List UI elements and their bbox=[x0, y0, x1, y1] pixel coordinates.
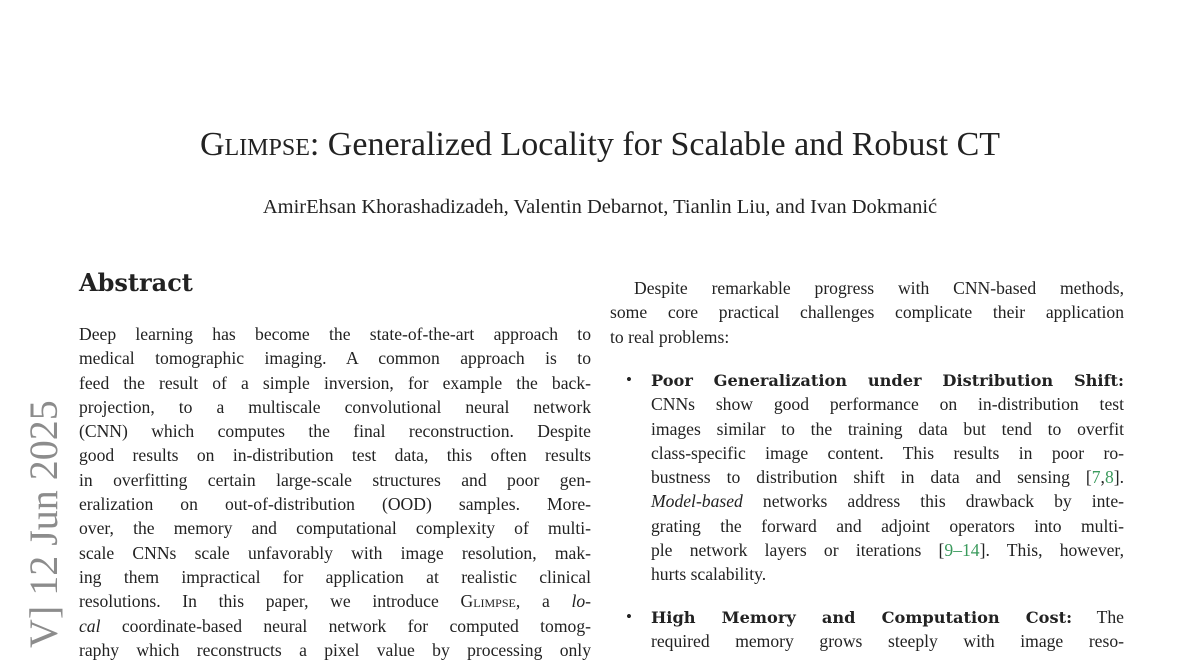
abstract-text: resolutions. In this paper, we introduce bbox=[79, 591, 461, 612]
title-method-name: Glimpse bbox=[199, 126, 310, 163]
abstract-line: scale CNNs scale unfavorably with image resolution, mak- bbox=[79, 542, 591, 563]
bullet-icon: • bbox=[626, 607, 632, 626]
arxiv-identifier-stamp: V] 12 Jun 2025 bbox=[21, 400, 66, 648]
bullet-text: The bbox=[1096, 607, 1124, 627]
bullet-item-memory-cost bbox=[626, 605, 1124, 654]
bullet-text: ]. bbox=[1113, 467, 1124, 488]
citation-link[interactable]: 7 bbox=[1091, 467, 1101, 488]
abstract-line: (CNN) which computes the final reconstruction. Despite bbox=[79, 421, 591, 442]
abstract-italic: cal bbox=[79, 615, 101, 636]
abstract-line: over, the memory and computational complexity of multi- bbox=[79, 518, 591, 539]
abstract-line bbox=[79, 589, 591, 613]
bullet-line: class-specific image content. This results in poor ro- bbox=[651, 442, 1124, 463]
abstract-line: eralization on out-of-distribution (OOD) samples. More- bbox=[79, 494, 591, 515]
title-rest: : Generalized Locality for Scalable and Robust CT bbox=[309, 126, 1001, 163]
abstract-text: , a bbox=[515, 591, 572, 612]
abstract-line: good results on in-distribution test data, this often results bbox=[79, 445, 591, 466]
intro-line: some core practical challenges complicate their application bbox=[610, 302, 1124, 323]
bullet-text: , bbox=[1100, 467, 1105, 488]
bullet-icon: • bbox=[626, 370, 632, 389]
abstract-line bbox=[79, 614, 591, 638]
intro-line: Despite remarkable progress with CNN-based methods, bbox=[634, 278, 1124, 298]
method-name-smallcaps: Glimpse bbox=[460, 591, 516, 612]
bullet-line bbox=[651, 465, 1124, 489]
abstract-line: in overfitting certain large-scale structures and poor gen- bbox=[79, 469, 591, 490]
bullet-line bbox=[651, 489, 1124, 513]
bullet-text: ple network layers or iterations [ bbox=[651, 540, 945, 561]
abstract-heading: Abstract bbox=[79, 268, 193, 297]
bullet-text: networks address this drawback by inte- bbox=[742, 491, 1124, 512]
bullet-line bbox=[651, 538, 1124, 562]
paper-title bbox=[0, 126, 1200, 164]
abstract-line: feed the result of a simple inversion, for example the back- bbox=[79, 372, 591, 393]
abstract-line: raphy which reconstructs a pixel value by processing only bbox=[79, 639, 591, 660]
abstract-italic: lo- bbox=[571, 591, 591, 612]
bullet-heading: High Memory and Computation Cost: bbox=[651, 608, 1073, 627]
bullet-italic: Model-based bbox=[651, 491, 743, 512]
abstract-line: medical tomographic imaging. A common approach is to bbox=[79, 348, 591, 369]
bullet-heading-line bbox=[651, 368, 1124, 392]
bullet-heading: Poor Generalization under Distribution Shift: bbox=[651, 371, 1124, 390]
citation-link[interactable]: 9–14 bbox=[944, 540, 980, 561]
author-list: AmirEhsan Khorashadizadeh, Valentin Debarnot, Tianlin Liu, and Ivan Dokmanić bbox=[262, 196, 938, 218]
intro-line: to real problems: bbox=[610, 326, 730, 347]
bullet-text: ]. This, however, bbox=[979, 540, 1124, 561]
abstract-line: projection, to a multiscale convolutional neural network bbox=[79, 396, 591, 417]
bullet-line: required memory grows steeply with image reso- bbox=[651, 631, 1124, 652]
bullet-line: images similar to the training data but tend to overfit bbox=[651, 418, 1124, 439]
abstract-body bbox=[79, 322, 591, 662]
citation-link[interactable]: 8 bbox=[1104, 467, 1114, 488]
bullet-line: CNNs show good performance on in-distribution test bbox=[651, 394, 1124, 415]
bullet-item-generalization bbox=[626, 368, 1124, 587]
bullet-line: hurts scalability. bbox=[651, 564, 767, 585]
abstract-line: Deep learning has become the state-of-the-art approach to bbox=[79, 324, 591, 344]
intro-paragraph bbox=[610, 276, 1124, 349]
abstract-text: coordinate-based neural network for computed tomog- bbox=[100, 615, 591, 636]
bullet-line: grating the forward and adjoint operators into multi- bbox=[651, 515, 1124, 536]
bullet-text: bustness to distribution shift in data and sensing [ bbox=[651, 467, 1092, 488]
bullet-heading-line bbox=[651, 605, 1124, 629]
abstract-line: ing them impractical for application at realistic clinical bbox=[79, 566, 591, 587]
